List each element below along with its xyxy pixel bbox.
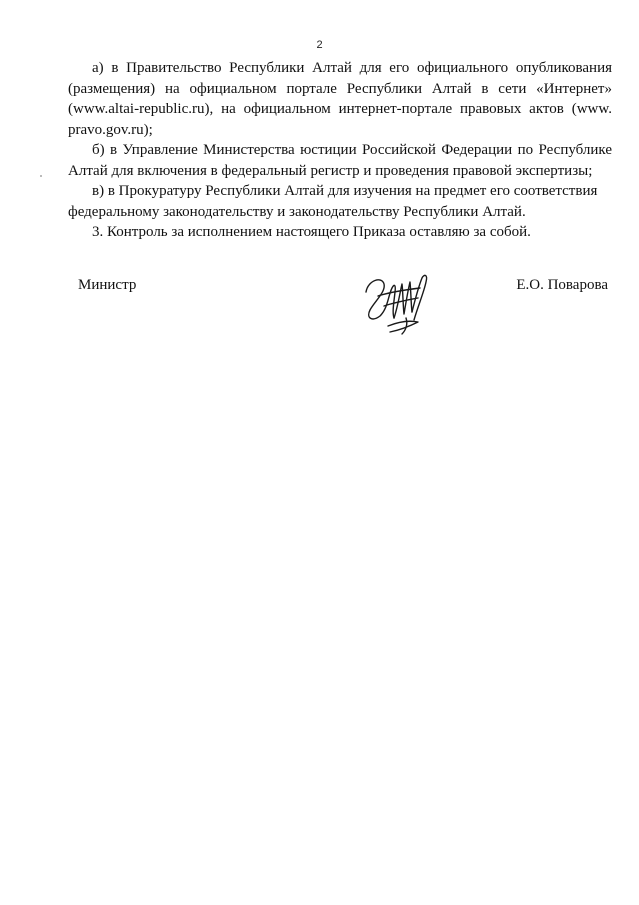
page-number: 2 xyxy=(316,39,323,51)
signature-block xyxy=(78,262,608,342)
signatory-name: Е.О. Поварова xyxy=(516,277,608,293)
signatory-position: Министр xyxy=(78,277,137,293)
paragraph-b: б) в Управление Министерства юстиции Российской Федерации по Республике Алтай для включения в федеральный регистр и проведения правовой экспертизы; xyxy=(68,142,612,179)
handwritten-signature xyxy=(348,262,448,337)
document-body xyxy=(68,58,612,243)
scan-speck xyxy=(40,175,42,177)
paragraph-a: а) в Правительство Республики Алтай для его официального опубликования (размещения) на официальном портале Республики Алтай в сети «Интернет» (www.altai-republic.ru), на официальном интернет-портале правовых актов (www. pravo.gov.ru); xyxy=(68,60,612,138)
paragraph-control: 3. Контроль за исполнением настоящего Приказа оставляю за собой. xyxy=(92,224,531,240)
paragraph-v: в) в Прокуратуру Республики Алтай для изучения на предмет его соответствия федеральному законодательству и законодательству Республики Алтай. xyxy=(68,183,598,220)
